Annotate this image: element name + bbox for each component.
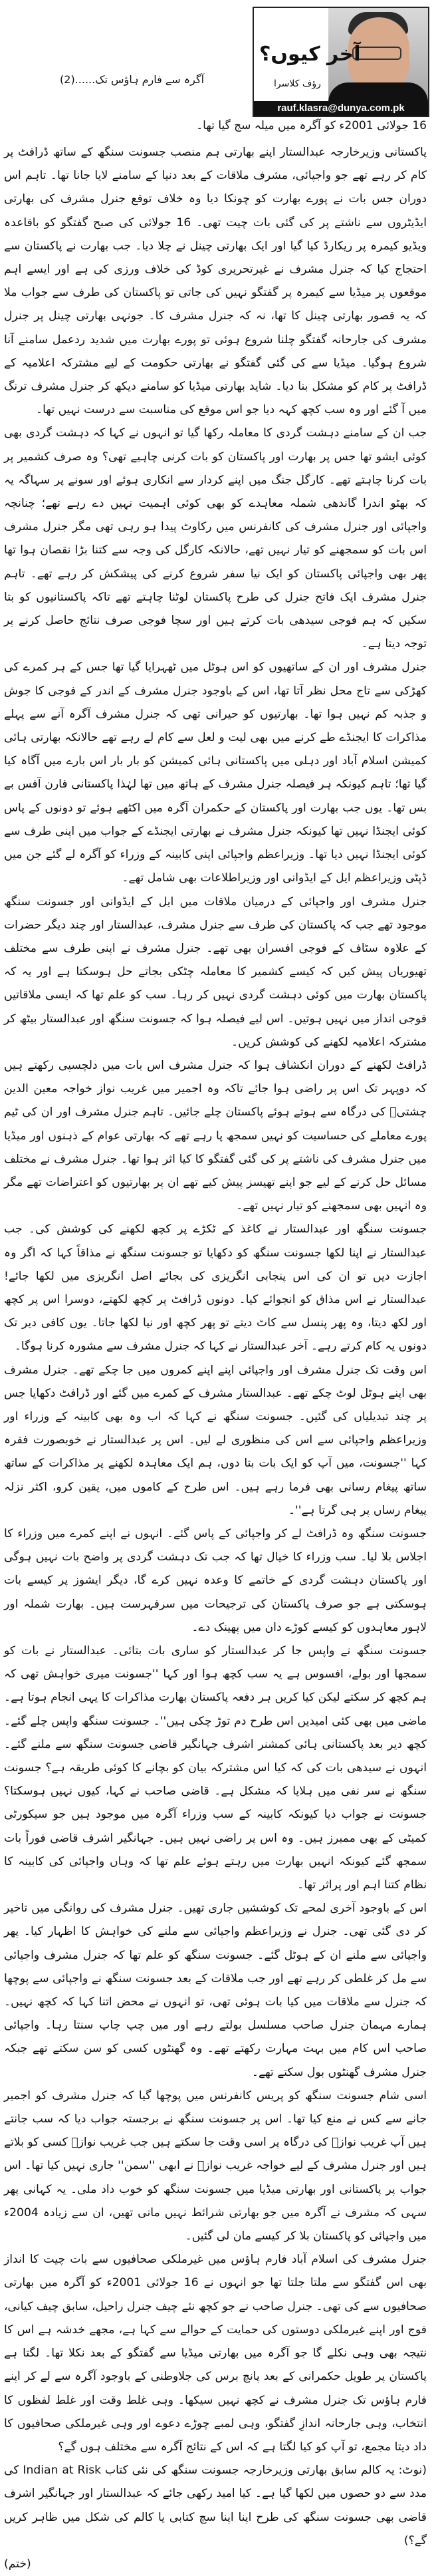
paragraph: جسونت سنگھ نے واپس جا کر عبدالستار کو ساری بات بتائی۔ عبدالستار نے بات کو سمجھا اور بولے، افسوس ہے یہ سب کچھ ہوا اور کہا ''جسونت میری خواہش تھی کہ ہم کچھ کر سکتے لیکن کیا کریں ہر دفعہ پاکستان بھارت مذاکرات کا یہی انجام ہوتا ہے۔ ماضی میں بھی کئی امیدیں اس طرح دم توڑ چکی ہیں''۔ جسونت سنگھ واپس چلے گئے۔ کچھ دیر بعد پاکستانی ہائی کمشنر اشرف جہانگیر قاضی جسونت سنگھ سے ملنے گئے۔ انہوں نے سیدھی بات کی کہ کیا اس مشترکہ بیان کو بچانے کا کوئی طریقہ ہے؟ جسونت سنگھ نے سر نفی میں ہلایا کہ مشکل ہے۔ قاضی صاحب نے کہا، کیوں نہیں ہوسکتا؟ جسونت نے جواب دیا کیونکہ کابینہ کے سب وزراء آگرہ میں موجود ہیں جو سیکورٹی کمیٹی کے بھی ممبرز ہیں۔ وہ اس پر راضی نہیں ہیں۔ جہانگیر اشرف قاضی فوراً بات سمجھ گئے کیونکہ انہیں بھارت میں رہتے ہوئے علم تھا کہ وہاں واجپائی کی کابینہ کا نظام کتنا اہم اور پراثر تھا۔ [4,1644,427,1892]
end-mark: (ختم) [4,2557,31,2571]
paragraph: جنرل مشرف اور ان کے ساتھیوں کو اس ہوٹل میں ٹھہرایا گیا تھا جس کے ہر کمرے کی کھڑکی سے تاج محل نظر آتا تھا، اس کے باوجود جنرل مشرف کے اندر کے فوجی کا جوش و جذبہ کم نہیں ہوا تھا۔ بھارتیوں کو حیرانی تھی کہ جنرل مشرف آگرہ آنے سے پہلے مذاکرات کا ایجنڈے طے کرنے میں بھی لیت و لعل سے کام لے رہے تھے حالانکہ بھارتی ہائی کمیشن اسلام آباد اور دہلی میں پاکستانی ہائی کمیشن کو بار بار اس بارے میں آگاہ کیا گیا تھا؛ تاہم کیونکہ ہر فیصلہ جنرل مشرف کے ہاتھ میں تھا لہٰذا پاکستانی فارن آفس بے بس تھا۔ یوں جب بھارت اور پاکستان کے حکمران آگرہ میں اکٹھے ہوئے تو دونوں کے پاس کوئی ایجنڈا نہیں تھا کیونکہ جنرل مشرف نے بھارتی ایجنڈے کے جواب میں اپنی طرف سے کوئی ایجنڈا نہیں دیا تھا۔ وزیراعظم واجپائی اپنی کابینہ کے وزراء کو آگرہ لے گئے جن میں ڈپٹی وزیراعظم ایل کے ایڈوانی اور وزیراطلاعات بھی شامل تھے۔ [4,660,427,885]
paragraph: جنرل مشرف اور واجپائی کے درمیان ملاقات میں ایل کے ایڈوانی اور جسونت سنگھ موجود تھے جب کہ پاکستان کی طرف سے جنرل مشرف، عبدالستار اور چند دیگر حضرات کے علاوہ سٹاف کے فوجی افسران بھی تھے۔ جنرل مشرف نے اپنی طرف سے مختلف تھیوریاں پیش کیں کہ کیسے کشمیر کا معاملہ چٹکی بجاتے حل ہوسکتا ہے اور یہ کہ پاکستان بھارت میں کوئی دہشت گردی نہیں کر رہا۔ سب کو علم تھا کہ ایسی ملاقاتیں فوجی انداز میں نہیں ہوتیں۔ اس لیے فیصلہ ہوا کہ جسونت سنگھ اور عبدالستار بیٹھ کر مشترکہ اعلامیہ لکھنے کی کوشش کریں۔ [4,895,427,1049]
article-lead: 16 جولائی 2001ء کو آگرہ میں میلہ سج گیا تھا۔ [196,119,427,132]
paragraph: پاکستانی وزیرخارجہ عبدالستار اپنے بھارتی ہم منصب جسونت سنگھ کے ساتھ ڈرافٹ پر کام کر رہے تھے جو واجپائی، مشرف ملاقات کے بعد دنیا کے سامنے لایا جانا تھا۔ تاہم اس دوران جس بات نے پورے بھارت کو چونکا دیا وہ خلاف توقع جنرل مشرف کی بھارتی ایڈیٹروں سے ناشتے پر کی گئی بات چیت تھی۔ 16 جولائی کی صبح گفتگو کو باقاعدہ ویڈیو کیمرہ پر ریکارڈ کیا گیا اور ایک بھارتی چینل نے چلا دیا۔ جب بھارت نے پاکستان سے احتجاج کیا کہ جنرل مشرف نے غیرتحریری کوڈ کی خلاف ورزی کی ہے اور ایسے اہم موقعوں پر میڈیا سے کیمرہ پر گفتگو نہیں کی جاتی تو پاکستان کی طرف سے جواب ملا کہ یہ قصور بھارتی چینل کا تھا، نہ کہ جنرل مشرف کا۔ جونہی بھارتی چینل پر جنرل مشرف کی جارحانہ گفتگو چلنا شروع ہوئی تو پورے بھارت میں شدید ردعمل سامنے آنا شروع ہوگیا۔ میڈیا سے کی گئی گفتگو نے بھارتی حکومت کے لیے مشترکہ اعلامیہ کے ڈرافٹ پر کام کو مشکل بنا دیا۔ شاید بھارتی میڈیا کو سامنے دیکھ کر جنرل مشرف ترنگ میں آ گئے اور وہ سب کچھ کہہ دیا جو اس موقع کی مناسبت سے درست نہیں تھا۔ [4,146,427,417]
column-header [0,0,432,120]
paragraph: جسونت سنگھ اور عبدالستار نے کاغذ کے ٹکڑے پر کچھ لکھنے کی کوشش کی۔ جب عبدالستار نے اپنا لکھا جسونت سنگھ کو دکھایا تو جسونت سنگھ نے مذاقاً کہا کہ اگر وہ اجازت دیں تو ان کی اس پنجابی انگریزی کی بجائے اصل انگریزی میں لکھا جائے! عبدالستار نے اس مذاق کو انجوائے کیا۔ دونوں ڈرافٹ پر کچھ لکھتے، دوسرا اس پر کچھ اور لکھ دیتا، وہ پھر پنسل سے کاٹ دیتے تو پھر کچھ اور نیا لکھا جاتا۔ یوں کافی دیر تک دونوں یہ کام کرتے رہے۔ آخر عبدالستار نے کہا کہ جنرل مشرف سے مشورہ کرنا ہوگا۔ [4,1222,427,1354]
paragraph: اس وقت تک جنرل مشرف اور واجپائی اپنے اپنے کمروں میں جا چکے تھے۔ جنرل مشرف بھی اپنے ہوٹل لوٹ چکے تھے۔ عبدالستار مشرف کے کمرے میں گئے اور ڈرافٹ دکھایا جس پر چند تبدیلیاں کی گئیں۔ جسونت سنگھ نے کہا کہ اب وہ بھی کابینہ کے وزراء اور وزیراعظم واجپائی سے اس کی منظوری لے لیں۔ اس پر عبدالستار نے خوبصورت فقرہ کہا ''جسونت، میں آپ کو ایک بات بتا دوں، ہم ایک معاہدہ لکھنے پر مذاکرات کے ساتھ ساتھ پیغام رسانی بھی فرما رہے ہیں۔ اس طرح کے کاموں میں، یقین کرو، اکثر نزلہ پیغام رساں پر ہی گرتا ہے''۔ [4,1363,427,1517]
column-name: آخر کیوں؟ [259,43,361,66]
columnist-badge [253,7,429,117]
paragraph: جنرل مشرف کی اسلام آباد فارم ہاؤس میں غیرملکی صحافیوں سے بات چیت کا انداز بھی اس گفتگو سے ملتا جلتا تھا جو انہوں نے 16 جولائی 2001ء کو آگرہ میں بھارتی صحافیوں سے کی تھی۔ جنرل صاحب نے جو کچھ نئے چیف جنرل راحیل، سابق چیف کیانی، فوج اور اپنے غیرملکی دوستوں کی حمایت کے حوالے سے کہا ہے، مجھے خدشہ ہے اس کا نتیجہ بھی وہی نکلے گا جو آگرہ میں بھارتی میڈیا سے گفتگو کے بعد نکلا تھا۔ لگتا ہے پاکستان پر طویل حکمرانی کے بعد پانچ برس کی جلاوطنی کے باوجود آگرہ سے لے کر اپنے فارم ہاؤس تک جنرل مشرف نے کچھ نہیں سیکھا۔ وہی غلط وقت اور غلط لفظوں کا انتخاب، وہی جارحانہ اندازِ گفتگو، وہی لمبے چوڑے دعوے اور وہی غیرملکی صحافیوں کا داد دیتا مجمع، تو آپ کو کیا لگتا ہے کہ اس کے نتائج آگرہ سے مختلف ہوں گے؟ [4,2253,427,2454]
paragraph: جسونت سنگھ وہ ڈرافٹ لے کر واجپائی کے پاس گئے۔ انہوں نے اپنے کمرے میں وزراء کا اجلاس بلا لیا۔ سب وزراء کا خیال تھا کہ جب تک دہشت گردی پر واضح بات نہیں ہوگی اور پاکستان دہشت گردی کے خاتمے کا وعدہ نہیں کرے گا، دیگر ایشوز پر کیسے بات ہوسکتی ہے جو صرف پاکستان کی ترجیحات میں سرفہرست ہیں۔ بھارت شملہ اور لاہور معاہدوں کو کیسے کوڑے دان میں پھینک دے۔ [4,1526,427,1634]
paragraph: جب ان کے سامنے دہشت گردی کا معاملہ رکھا گیا تو انہوں نے کہا کہ دہشت گردی بھی کوئی ایشو تھا جس پر بھارت اور پاکستان کو بات کرنی چاہیے تھی؟ وہ صرف کشمیر پر بات کرنا چاہتے تھے۔ کارگل جنگ میں اپنے کردار سے انکاری ہوئے اور سونے پر سہاگہ یہ کہ بھٹو اندرا گاندھی شملہ معاہدے کو بھی کوئی اہمیت نہیں دے رہے تھے؛ چنانچہ واجپائی اور جنرل مشرف کی کانفرنس میں رکاوٹ پیدا ہو رہی تھی مگر جنرل مشرف اس بات کو سمجھنے کو تیار نہیں تھے، حالانکہ کارگل کی وجہ سے کتنا بڑا نقصان ہوا تھا پھر بھی واجپائی پاکستان کو ایک نیا سفر شروع کرنے کی پیشکش کر رہے تھے۔ تاہم جنرل مشرف ایک فاتح جنرل کی طرح پاکستان لوٹنا چاہتے تھے تاکہ پاکستانیوں کو بتا سکیں کہ ہم فوجی سیدھی بات کرتے ہیں اور سچا فوجی صرف نتائج حاصل کرنے پر توجہ دیتا ہے۔ [4,426,427,651]
paragraph: اس کے باوجود آخری لمحے تک کوششیں جاری تھیں۔ جنرل مشرف کی روانگی میں تاخیر کر دی گئی تھی۔ جنرل نے وزیراعظم واجپائی سے ملنے کی خواہش کا اظہار کیا۔ پھر واجپائی سے ملنے ان کے ہوٹل گئے۔ جسونت سنگھ کو علم تھا کہ جنرل مشرف واجپائی سے مل کر غلطی کر رہے تھے اور جب ملاقات کے بعد جسونت سنگھ نے واجپائی سے پوچھا کہ جنرل سے ملاقات میں کیا بات ہوئی تھی، تو انہوں نے محض اتنا کہا کہ کچھ نہیں۔ ہمارے مہمان جنرل صاحب مسلسل بولتے رہے اور میں چپ چاپ سنتا رہا۔ واجپائی صاحب اس کام میں بہت مہارت رکھتے تھے۔ وہ گھنٹوں کسی کو سن سکتے تھے جبکہ جنرل مشرف گھنٹوں بول سکتے تھے۔ [4,1902,427,2079]
paragraph: ڈرافٹ لکھنے کے دوران انکشاف ہوا کہ جنرل مشرف اس بات میں دلچسپی رکھتے ہیں کہ دوپہر تک اس پر راضی ہوا جائے تاکہ وہ اجمیر میں غریب نواز خواجہ معین الدین چشتیؒ کی درگاہ سے ہوتے ہوئے پاکستان چلے جائیں۔ تاہم جنرل مشرف اور ان کی ٹیم پورے معاملے کی حساسیت کو نہیں سمجھ پا رہے تھے کہ بھارتی عوام کے ذہنوں اور میڈیا میں جنرل مشرف کی ناشتے پر کی گئی گفتگو کا کیا اثر ہوا تھا۔ جنرل مشرف نے مختلف مسائل حل کرنے کے لیے جو اپنے تھیسز پیش کیے تھے ان پر بھارتیوں کو اعتراضات تھے مگر وہ انہیں بھی سمجھنے کو تیار نہیں تھے۔ [4,1058,427,1213]
author-email[interactable]: rauf.klasra@dunya.com.pk [254,101,428,116]
article-body [0,141,432,2576]
article-title: آگرہ سے فارم ہاؤس تک......(2) [60,73,205,86]
author-name: رؤف کلاسرا [274,78,321,89]
paragraph: اسی شام جسونت سنگھ کو پریس کانفرنس میں پوچھا گیا کہ جنرل مشرف کو اجمیر جانے سے کس نے منع کیا تھا۔ اس پر جسونت سنگھ نے برجستہ جواب دیا کہ سب جانتے ہیں آپ غریب نوازؒ کی درگاہ پر اسی وقت جا سکتے ہیں جب غریب نوازؒ کسی کو بلاتے ہیں اور جنرل مشرف کے لیے خواجہ غریب نوازؒ نے ابھی ''سمن'' جاری نہیں کیا تھا۔ اس جواب پر پاکستانی اور بھارتی میڈیا میں جسونت سنگھ کو خوب داد ملی۔ یہ کہانی پھر سہی کہ مشرف نے آگرہ میں جو بھارتی شرائط نہیں مانی تھیں، ان سے زیادہ 2004ء میں واجپائی کو پاکستان بلا کر کیسے مان لی گئیں۔ [4,2088,427,2243]
note-paragraph: (نوٹ: یہ کالم سابق بھارتی وزیرخارجہ جسونت سنگھ کی نئی کتاب Indian at Risk کی مدد سے دو حصوں میں لکھا گیا ہے۔ کیا امید رکھی جائے کہ عبدالستار اور جہانگیر اشرف قاضی بھی جسونت سنگھ کی طرح اپنا اپنا سچ کتابی یا کالم کی شکل میں ظاہر کریں گے؟) [4,2464,427,2547]
